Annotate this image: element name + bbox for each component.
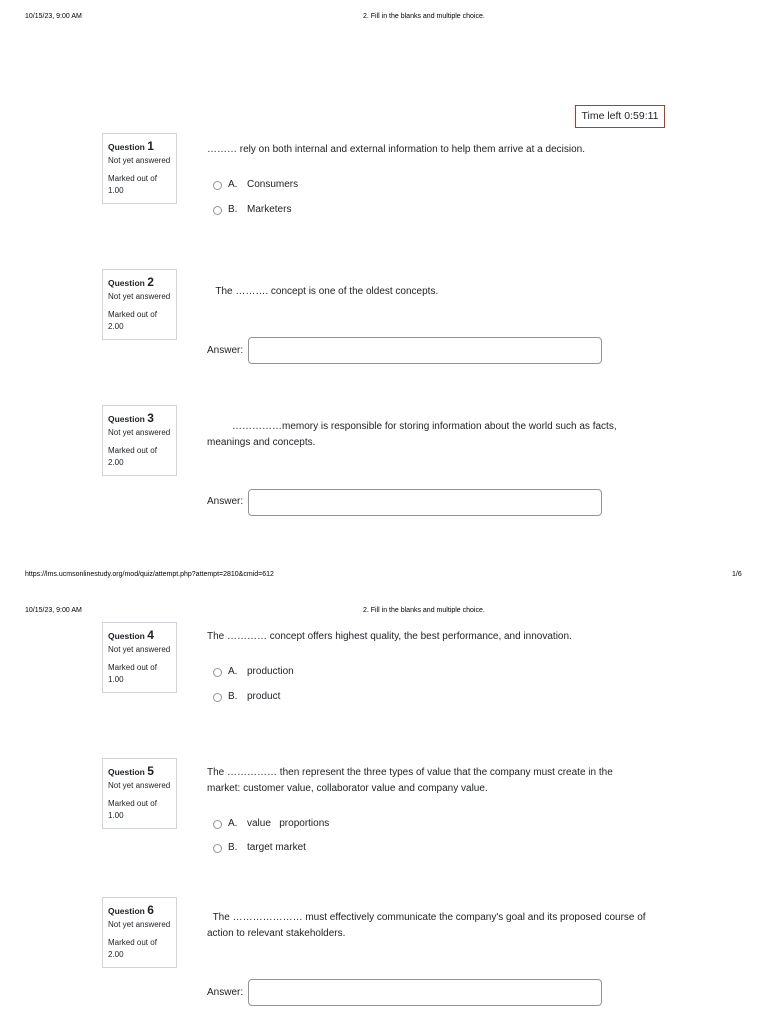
question-4-text: The ………… concept offers highest quality, the best performance, and innovation. [207, 631, 572, 642]
question-2-text: The ………. concept is one of the oldest concepts. [207, 286, 439, 297]
question-4-option-a[interactable]: A. production [213, 665, 294, 679]
time-left-timer: Time left 0:59:11 [575, 105, 665, 128]
question-number: Question 4 [108, 628, 154, 642]
print-page-number: 1/6 [732, 571, 742, 578]
question-3-answer-input[interactable] [248, 489, 602, 516]
question-number: Question 1 [108, 139, 154, 153]
question-status: Not yet answered [108, 292, 171, 301]
radio-icon[interactable] [213, 693, 222, 702]
print-url: https://lms.ucmsonlinestudy.org/mod/quiz/attempt.php?attempt=2810&cmid=612 [25, 571, 274, 578]
question-status: Not yet answered [108, 156, 171, 165]
question-number: Question 6 [108, 903, 154, 917]
question-6-answer-input[interactable] [248, 979, 602, 1006]
question-3-text: ……………memory is responsible for storing information about the world such as facts, meanings and concepts. [207, 421, 620, 448]
question-marks: Marked out of 2.00 [108, 938, 157, 959]
answer-label: Answer: [207, 987, 244, 998]
question-4-option-b[interactable]: B. product [213, 690, 280, 704]
question-marks: Marked out of 1.00 [108, 663, 157, 684]
question-4-info [102, 622, 177, 693]
question-status: Not yet answered [108, 428, 171, 437]
print-title: 2. Fill in the blanks and multiple choice. [363, 13, 485, 20]
question-2-info [102, 269, 177, 340]
question-6-info [102, 897, 177, 968]
question-marks: Marked out of 2.00 [108, 310, 157, 331]
question-1-option-b[interactable]: B. Marketers [213, 203, 291, 217]
question-status: Not yet answered [108, 920, 171, 929]
question-5-option-b[interactable]: B. target market [213, 841, 306, 855]
question-6-text: The ………………… must effectively communicate the company's goal and its proposed course of action to relevant stakeholders. [207, 912, 649, 939]
print-title: 2. Fill in the blanks and multiple choice. [363, 607, 485, 614]
question-marks: Marked out of 2.00 [108, 446, 157, 467]
question-1-option-a[interactable]: A. Consumers [213, 178, 298, 192]
question-number: Question 3 [108, 411, 154, 425]
radio-icon[interactable] [213, 668, 222, 677]
answer-label: Answer: [207, 496, 244, 507]
question-1-text: ……… rely on both internal and external information to help them arrive at a decision. [207, 144, 585, 155]
print-date: 10/15/23, 9:00 AM [25, 607, 82, 614]
print-date: 10/15/23, 9:00 AM [25, 13, 82, 20]
question-5-text: The …………… then represent the three types of value that the company must create in the market: customer value, collaborator value and company value. [207, 767, 616, 794]
question-number: Question 2 [108, 275, 154, 289]
question-5-info [102, 758, 177, 829]
question-number: Question 5 [108, 764, 154, 778]
question-3-info [102, 405, 177, 476]
question-2-answer-input[interactable] [248, 337, 602, 364]
question-status: Not yet answered [108, 781, 171, 790]
question-5-option-a[interactable]: A. value proportions [213, 817, 329, 831]
question-marks: Marked out of 1.00 [108, 174, 157, 195]
radio-icon[interactable] [213, 206, 222, 215]
radio-icon[interactable] [213, 820, 222, 829]
question-1-info [102, 133, 177, 204]
radio-icon[interactable] [213, 844, 222, 853]
question-marks: Marked out of 1.00 [108, 799, 157, 820]
answer-label: Answer: [207, 345, 244, 356]
radio-icon[interactable] [213, 181, 222, 190]
question-status: Not yet answered [108, 645, 171, 654]
